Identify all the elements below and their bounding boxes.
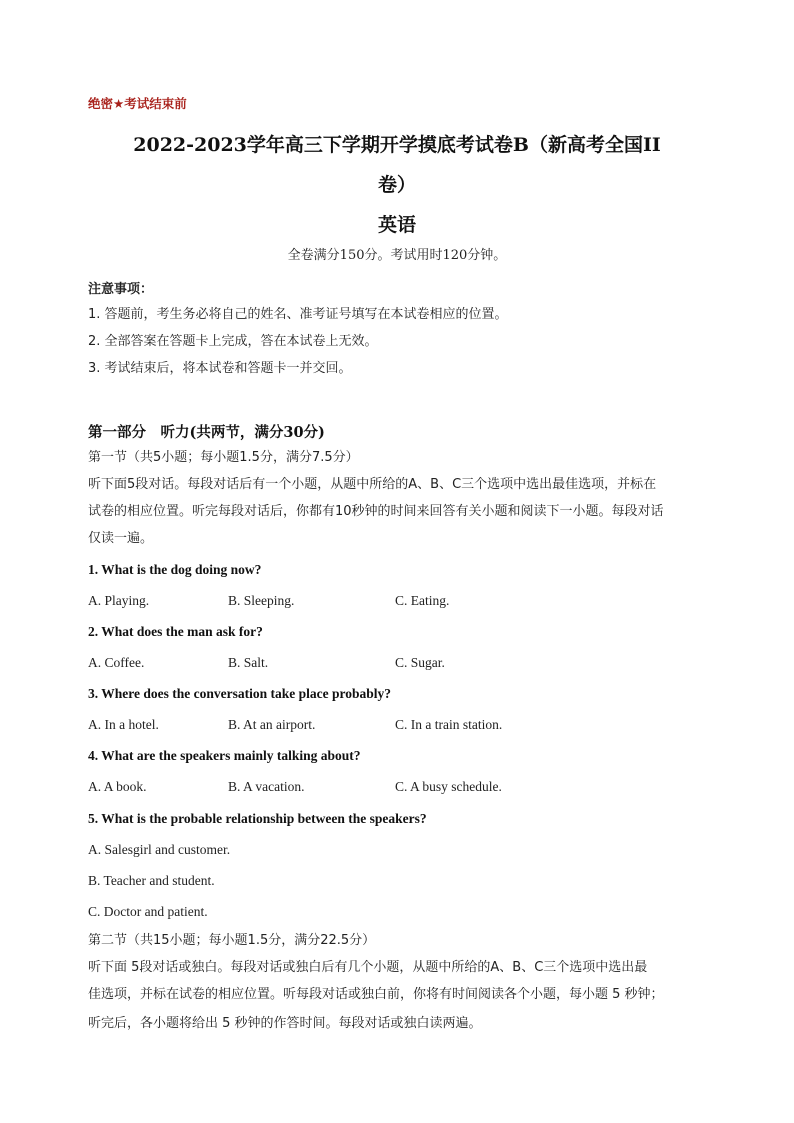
answer-option: A. Salesgirl and customer. — [88, 842, 231, 857]
answer-option: A. A book. — [88, 779, 147, 794]
section1-heading: 第一节（共5小题；每小题1.5分，满分7.5分） — [88, 450, 359, 465]
section2-instruction-line: 听下面 5段对话或独白。每段对话或独白后有几个小题，从题中所给的A、B、C三个选项中选出最 — [88, 960, 648, 975]
confidential-label: 绝密★考试结束前 — [88, 96, 187, 111]
answer-option: C. Sugar. — [395, 655, 445, 670]
answer-option: A. In a hotel. — [88, 717, 159, 732]
answer-option: C. A busy schedule. — [395, 779, 502, 794]
answer-option: A. Coffee. — [88, 655, 145, 670]
answer-option: C. In a train station. — [395, 717, 503, 732]
notice-item: 2. 全部答案在答题卡上完成，答在本试卷上无效。 — [88, 334, 378, 349]
part1-heading: 第一部分 听力(共两节，满分30分) — [88, 424, 325, 441]
answer-option: C. Eating. — [395, 593, 450, 608]
question-stem: 3. Where does the conversation take place probably? — [88, 686, 391, 701]
section1-instruction-line: 试卷的相应位置。听完每段对话后，你都有10秒钟的时间来回答有关小题和阅读下一小题。每段对话 — [88, 504, 664, 519]
notice-item: 3. 考试结束后，将本试卷和答题卡一并交回。 — [88, 361, 352, 376]
answer-option: A. Playing. — [88, 593, 150, 608]
answer-option: B. Sleeping. — [228, 593, 295, 608]
exam-title-line1: 2022-2023学年高三下学期开学摸底考试卷B（新高考全国II — [133, 134, 661, 156]
answer-option: B. Salt. — [228, 655, 269, 670]
section1-instruction-line: 仅读一遍。 — [88, 531, 154, 546]
notice-item: 1. 答题前，考生务必将自己的姓名、准考证号填写在本试卷相应的位置。 — [88, 307, 508, 322]
exam-title-line2: 卷） — [377, 174, 416, 196]
question-stem: 1. What is the dog doing now? — [88, 562, 262, 577]
answer-option: B. A vacation. — [228, 779, 305, 794]
question-stem: 5. What is the probable relationship between the speakers? — [88, 811, 427, 826]
section2-instruction-line: 佳选项，并标在试卷的相应位置。听每段对话或独白前，你将有时间阅读各个小题，每小题 5 秒钟； — [88, 987, 664, 1002]
answer-option: C. Doctor and patient. — [88, 904, 208, 919]
answer-option: B. At an airport. — [228, 717, 316, 732]
subject-title: 英语 — [377, 214, 416, 236]
section1-instruction-line: 听下面5段对话。每段对话后有一个小题，从题中所给的A、B、C三个选项中选出最佳选项，并标在 — [88, 477, 657, 492]
answer-option: B. Teacher and student. — [88, 873, 215, 888]
notice-heading: 注意事项： — [88, 282, 154, 297]
section2-instruction-line: 听完后，各小题将给出 5 秒钟的作答时间。每段对话或独白读两遍。 — [88, 1016, 482, 1031]
question-stem: 4. What are the speakers mainly talking about? — [88, 748, 361, 763]
question-stem: 2. What does the man ask for? — [88, 624, 263, 639]
score-and-time-line: 全卷满分150分。考试用时120分钟。 — [287, 248, 507, 263]
section2-heading: 第二节（共15小题；每小题1.5分，满分22.5分） — [88, 933, 376, 948]
